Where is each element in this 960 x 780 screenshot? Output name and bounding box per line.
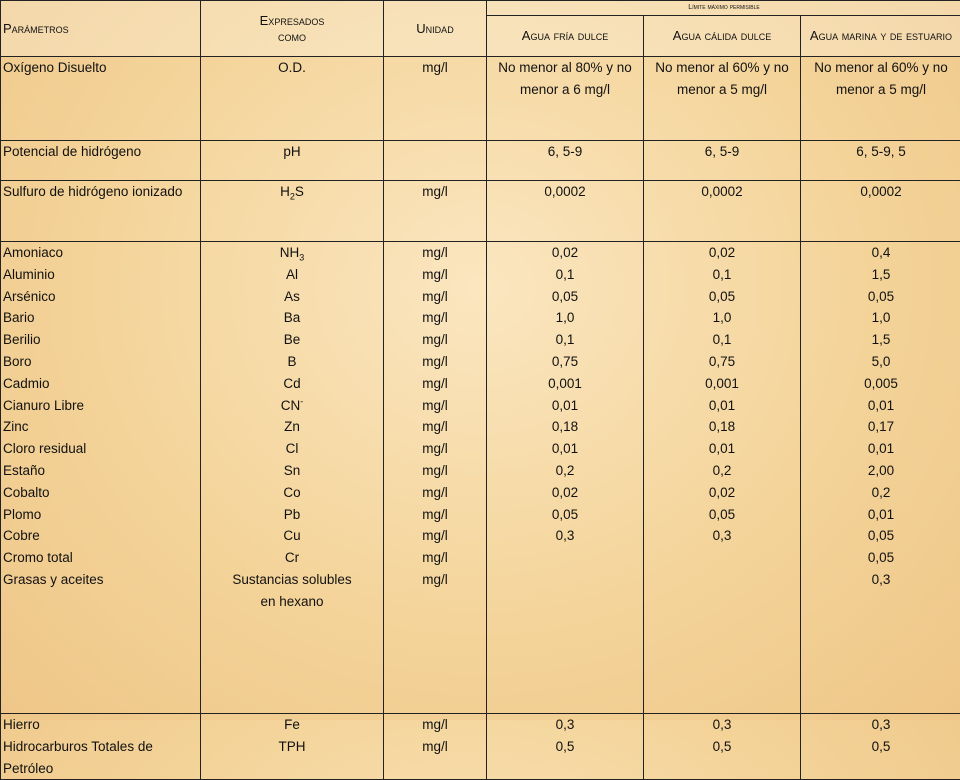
cell-line	[489, 141, 641, 163]
cell-text: 0,1	[713, 332, 732, 347]
cell-f	[487, 57, 644, 141]
cell-line	[3, 181, 198, 203]
cell-line	[386, 395, 484, 417]
cell-line	[386, 569, 484, 591]
cell-u	[384, 242, 487, 714]
header-agua-calida: Agua cálida dulce	[644, 16, 801, 57]
cell-line	[386, 416, 484, 438]
cell-line	[3, 547, 198, 569]
cell-text: mg/l	[422, 332, 448, 347]
cell-line	[803, 307, 959, 329]
cell-text: 0,2	[556, 463, 575, 478]
cell-line	[489, 242, 641, 264]
cell-text: Potencial de hidrógeno	[3, 144, 141, 159]
cell-line	[803, 329, 959, 351]
cell-m	[801, 57, 960, 141]
cell-line	[489, 351, 641, 373]
cell-text: Ba	[284, 310, 301, 325]
cell-text: mg/l	[422, 717, 448, 732]
cell-line	[386, 373, 484, 395]
cell-text: 0,05	[709, 289, 735, 304]
cell-text: 0,1	[556, 332, 575, 347]
cell-text: 1,5	[872, 267, 891, 282]
cell-e	[201, 57, 384, 141]
cell-line	[489, 438, 641, 460]
cell-line	[386, 460, 484, 482]
cell-m	[801, 242, 960, 714]
cell-text: mg/l	[422, 398, 448, 413]
cell-text: CN	[281, 398, 301, 413]
cell-text: 0,5	[556, 739, 575, 754]
cell-line	[803, 504, 959, 526]
cell-line	[803, 395, 959, 417]
cell-text: 0,75	[552, 354, 578, 369]
table-row	[1, 141, 960, 181]
cell-text: 0,05	[552, 507, 578, 522]
cell-line	[646, 504, 798, 526]
cell-line	[203, 525, 381, 547]
cell-text: Sustancias solubles en hexano	[232, 572, 351, 609]
cell-line	[803, 714, 959, 736]
cell-text: Berilio	[3, 332, 41, 347]
cell-text: 0,01	[868, 441, 894, 456]
cell-line	[646, 395, 798, 417]
cell-line	[489, 504, 641, 526]
cell-line	[386, 714, 484, 736]
cell-f	[487, 141, 644, 181]
cell-p	[1, 141, 201, 181]
cell-line	[803, 416, 959, 438]
cell-text: Grasas y aceites	[3, 572, 104, 587]
cell-line	[3, 264, 198, 286]
cell-text: 0,3	[556, 717, 575, 732]
cell-line	[203, 264, 381, 286]
cell-text: 0,02	[709, 485, 735, 500]
cell-line	[646, 264, 798, 286]
cell-text: Zinc	[3, 419, 29, 434]
cell-text: 0,05	[868, 289, 894, 304]
cell-f	[487, 714, 644, 780]
cell-text: 1,0	[556, 310, 575, 325]
cell-c	[644, 242, 801, 714]
cell-text: Sulfuro de hidrógeno ionizado	[3, 184, 182, 199]
table-row	[1, 57, 960, 141]
cell-line	[646, 482, 798, 504]
cell-line	[203, 242, 381, 264]
cell-text: 0,5	[713, 739, 732, 754]
cell-line	[489, 329, 641, 351]
cell-text: Cr	[285, 550, 299, 565]
cell-text: 5,0	[872, 354, 891, 369]
cell-text: 0,05	[709, 507, 735, 522]
cell-line	[203, 141, 381, 163]
cell-c	[644, 714, 801, 780]
cell-text: Cloro residual	[3, 441, 86, 456]
cell-text: mg/l	[422, 310, 448, 325]
header-expresados-text: Expresados como	[247, 13, 337, 45]
cell-text: mg/l	[422, 376, 448, 391]
cell-text: mg/l	[422, 419, 448, 434]
cell-line	[646, 373, 798, 395]
cell-text: 0,17	[868, 419, 894, 434]
cell-line	[646, 141, 798, 163]
cell-line	[203, 181, 381, 203]
cell-text: 0,02	[709, 245, 735, 260]
cell-c	[644, 141, 801, 181]
cell-m	[801, 181, 960, 242]
cell-text: 1,0	[872, 310, 891, 325]
cell-text: 0,01	[709, 398, 735, 413]
cell-line	[203, 482, 381, 504]
cell-text: Be	[284, 332, 301, 347]
cell-line	[646, 736, 798, 758]
cell-text: H	[280, 184, 290, 199]
cell-text: No menor al 60% y no menor a 5 mg/l	[814, 60, 948, 97]
cell-line	[3, 714, 198, 736]
cell-text: 0,01	[709, 441, 735, 456]
cell-line	[386, 438, 484, 460]
cell-line	[3, 482, 198, 504]
cell-text: 0,01	[552, 441, 578, 456]
cell-line	[386, 181, 484, 203]
cell-text: 0,3	[713, 528, 732, 543]
cell-text: mg/l	[422, 463, 448, 478]
cell-line	[203, 460, 381, 482]
cell-line	[803, 482, 959, 504]
cell-line	[3, 242, 198, 264]
cell-m	[801, 714, 960, 780]
cell-line	[203, 329, 381, 351]
cell-line	[386, 57, 484, 79]
cell-line	[803, 181, 959, 203]
cell-line	[3, 373, 198, 395]
cell-text: mg/l	[422, 267, 448, 282]
cell-line	[3, 141, 198, 163]
cell-text: As	[284, 289, 300, 304]
cell-line	[803, 438, 959, 460]
cell-line	[203, 416, 381, 438]
cell-text: Bario	[3, 310, 35, 325]
cell-line	[646, 351, 798, 373]
cell-line	[489, 736, 641, 758]
cell-line	[203, 714, 381, 736]
cell-text: Arsénico	[3, 289, 56, 304]
cell-text: 0,01	[868, 507, 894, 522]
cell-text: 0,75	[709, 354, 735, 369]
cell-line	[3, 460, 198, 482]
cell-text: mg/l	[422, 184, 448, 199]
cell-line	[489, 482, 641, 504]
cell-text: 0,2	[713, 463, 732, 478]
cell-line	[646, 181, 798, 203]
cell-text: B	[287, 354, 296, 369]
cell-text: 0,1	[713, 267, 732, 282]
cell-text: Amoniaco	[3, 245, 63, 260]
cell-line	[3, 329, 198, 351]
cell-line	[803, 373, 959, 395]
cell-line	[386, 242, 484, 264]
cell-line	[646, 460, 798, 482]
cell-text: Hidrocarburos Totales de Petróleo	[3, 739, 153, 776]
cell-text: 0,2	[872, 485, 891, 500]
cell-line	[646, 286, 798, 308]
cell-line	[203, 373, 381, 395]
header-unidad: Unidad	[384, 1, 487, 57]
cell-line	[203, 395, 381, 417]
header-limite: Límite máximo permisible	[487, 1, 960, 16]
cell-line	[646, 242, 798, 264]
cell-text: mg/l	[422, 550, 448, 565]
cell-line	[803, 141, 959, 163]
cell-text: 0,3	[872, 717, 891, 732]
cell-text: 0,001	[705, 376, 739, 391]
cell-line	[386, 482, 484, 504]
cell-p	[1, 714, 201, 780]
cell-line	[3, 525, 198, 547]
cell-text: 0,3	[556, 528, 575, 543]
cell-text: NH	[280, 245, 300, 260]
cell-text: Cobalto	[3, 485, 50, 500]
cell-text: Cl	[286, 441, 299, 456]
cell-text: mg/l	[422, 289, 448, 304]
cell-line	[3, 57, 198, 79]
cell-e	[201, 141, 384, 181]
cell-text: 1,0	[713, 310, 732, 325]
cell-line	[803, 460, 959, 482]
cell-line	[3, 569, 198, 591]
cell-text: 0,02	[552, 245, 578, 260]
cell-text: 0,1	[556, 267, 575, 282]
subscript: 2	[290, 192, 295, 202]
cell-line	[203, 547, 381, 569]
cell-text: mg/l	[422, 60, 448, 75]
cell-line	[3, 307, 198, 329]
table-row	[1, 242, 960, 714]
header-agua-marina: Agua marina y de estuario	[801, 16, 960, 57]
cell-text: 2,00	[868, 463, 894, 478]
cell-line	[489, 373, 641, 395]
cell-text: 0,05	[552, 289, 578, 304]
cell-text: 0,02	[552, 485, 578, 500]
cell-line	[203, 57, 381, 79]
cell-line	[3, 351, 198, 373]
cell-text: Co	[283, 485, 300, 500]
cell-line	[803, 736, 959, 758]
cell-line	[3, 416, 198, 438]
cell-text: Cd	[283, 376, 300, 391]
cell-line	[803, 525, 959, 547]
cell-line	[203, 438, 381, 460]
cell-text: mg/l	[422, 441, 448, 456]
cell-line	[386, 329, 484, 351]
cell-text: 1,5	[872, 332, 891, 347]
cell-line	[386, 286, 484, 308]
cell-line	[646, 329, 798, 351]
cell-line	[3, 395, 198, 417]
table-row	[1, 181, 960, 242]
cell-m	[801, 141, 960, 181]
cell-p	[1, 57, 201, 141]
cell-line	[803, 547, 959, 569]
cell-u	[384, 141, 487, 181]
cell-text: Cromo total	[3, 550, 73, 565]
cell-text: 0,05	[868, 550, 894, 565]
cell-line	[386, 547, 484, 569]
cell-f	[487, 242, 644, 714]
cell-line	[203, 307, 381, 329]
subscript: 3	[299, 253, 304, 263]
formula-tail: S	[295, 184, 304, 199]
cell-text: Cu	[283, 528, 300, 543]
cell-text: 0,05	[868, 528, 894, 543]
cell-text: Cianuro Libre	[3, 398, 84, 413]
cell-text: Boro	[3, 354, 32, 369]
cell-text: 0,18	[709, 419, 735, 434]
cell-e	[201, 181, 384, 242]
cell-c	[644, 181, 801, 242]
cell-line	[646, 714, 798, 736]
cell-text: 0,01	[868, 398, 894, 413]
cell-text: 0,3	[713, 717, 732, 732]
cell-line	[489, 264, 641, 286]
cell-text: mg/l	[422, 507, 448, 522]
cell-c	[644, 57, 801, 141]
cell-line	[803, 242, 959, 264]
superscript: -	[300, 396, 303, 406]
cell-line	[3, 736, 198, 780]
cell-line	[803, 57, 959, 101]
cell-line	[646, 438, 798, 460]
cell-text: 0,0002	[860, 184, 901, 199]
cell-line	[803, 264, 959, 286]
cell-line	[203, 736, 381, 758]
cell-line	[646, 57, 798, 101]
cell-line	[203, 504, 381, 526]
cell-text: Al	[286, 267, 298, 282]
cell-text: No menor al 60% y no menor a 5 mg/l	[655, 60, 789, 97]
cell-e	[201, 714, 384, 780]
cell-text: 0,5	[872, 739, 891, 754]
cell-text: Hierro	[3, 717, 40, 732]
cell-text: Cadmio	[3, 376, 50, 391]
cell-p	[1, 181, 201, 242]
cell-line	[803, 286, 959, 308]
cell-line	[803, 351, 959, 373]
cell-u	[384, 181, 487, 242]
cell-line	[489, 395, 641, 417]
cell-text: Zn	[284, 419, 300, 434]
cell-text: 0,18	[552, 419, 578, 434]
cell-e	[201, 242, 384, 714]
cell-text: Cobre	[3, 528, 40, 543]
cell-text: 0,01	[552, 398, 578, 413]
cell-line	[386, 525, 484, 547]
cell-text: No menor al 80% y no menor a 6 mg/l	[498, 60, 632, 97]
cell-text: mg/l	[422, 572, 448, 587]
cell-text: Fe	[284, 717, 300, 732]
cell-line	[386, 264, 484, 286]
cell-text: 6, 5-9	[548, 144, 583, 159]
cell-line	[489, 460, 641, 482]
cell-line	[203, 286, 381, 308]
cell-line	[386, 504, 484, 526]
cell-u	[384, 714, 487, 780]
cell-text: Estaño	[3, 463, 45, 478]
cell-text: Oxígeno Disuelto	[3, 60, 107, 75]
cell-u	[384, 57, 487, 141]
cell-line	[646, 307, 798, 329]
cell-text: 0,4	[872, 245, 891, 260]
cell-text: Plomo	[3, 507, 41, 522]
table-row	[1, 714, 960, 780]
cell-line	[489, 286, 641, 308]
header-agua-fria: Agua fría dulce	[487, 16, 644, 57]
cell-line	[489, 181, 641, 203]
cell-text: 0,0002	[701, 184, 742, 199]
cell-line	[489, 57, 641, 101]
cell-line	[803, 569, 959, 591]
cell-line	[489, 416, 641, 438]
cell-line	[3, 504, 198, 526]
cell-text: Pb	[284, 507, 301, 522]
cell-line	[646, 525, 798, 547]
cell-text: 0,0002	[544, 184, 585, 199]
cell-line	[489, 307, 641, 329]
cell-text: O.D.	[278, 60, 306, 75]
cell-p	[1, 242, 201, 714]
cell-text: mg/l	[422, 245, 448, 260]
cell-text: 6, 5-9, 5	[856, 144, 906, 159]
header-parametros: Parámetros	[1, 1, 201, 57]
header-expresados	[201, 1, 384, 57]
cell-text: mg/l	[422, 739, 448, 754]
cell-text: 0,001	[548, 376, 582, 391]
table-body	[1, 57, 960, 780]
cell-text: 6, 5-9	[705, 144, 740, 159]
cell-text: mg/l	[422, 485, 448, 500]
cell-line	[386, 307, 484, 329]
cell-line	[3, 438, 198, 460]
cell-line	[489, 525, 641, 547]
cell-text: TPH	[279, 739, 306, 754]
cell-line	[386, 736, 484, 758]
cell-text: mg/l	[422, 354, 448, 369]
cell-text: Aluminio	[3, 267, 55, 282]
cell-text: 0,005	[864, 376, 898, 391]
cell-text: mg/l	[422, 528, 448, 543]
cell-line	[386, 351, 484, 373]
cell-text: Sn	[284, 463, 301, 478]
cell-line	[203, 351, 381, 373]
cell-line	[646, 416, 798, 438]
cell-f	[487, 181, 644, 242]
cell-line	[3, 286, 198, 308]
cell-line	[203, 569, 381, 613]
cell-line	[489, 714, 641, 736]
cell-text: pH	[283, 144, 300, 159]
cell-text: 0,3	[872, 572, 891, 587]
